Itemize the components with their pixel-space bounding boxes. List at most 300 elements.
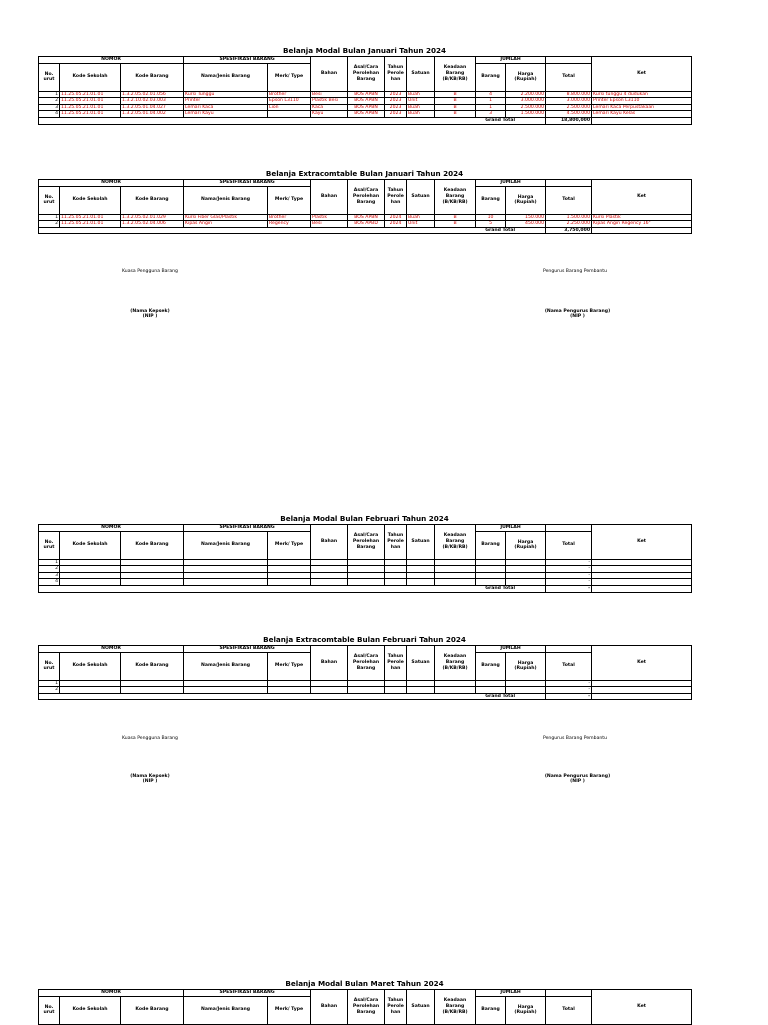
cell-no: 4 (39, 111, 60, 118)
cell-total: 8.800.000 (546, 91, 592, 98)
header-keadaan: Keadaan Barang (B/KB/RB) (435, 525, 476, 560)
grand-total-row (39, 585, 692, 592)
cell-satuan (407, 579, 435, 586)
cell-kode-sekolah: 11.25.05.21.01.01 (60, 214, 121, 221)
cell-no: 1 (39, 214, 60, 221)
cell-merk (268, 566, 311, 573)
cell-tahun: 2023 (385, 104, 407, 111)
cell-merk: Brother (268, 91, 311, 98)
header-total: Total (546, 652, 592, 680)
cell-tahun (385, 572, 407, 579)
header-asal: Asal/Cara Perolehan Barang (348, 57, 385, 92)
cell-nama (184, 579, 268, 586)
cell-keadaan (435, 579, 476, 586)
cell-satuan: Buah (407, 214, 435, 221)
signature-right-feb (520, 736, 630, 741)
grand-total-label: Grand Total (39, 693, 546, 700)
signature-right-nip: (NIP ) (570, 314, 585, 319)
cell-no: 3 (39, 572, 60, 579)
cell-asal: BOS APBN (348, 91, 385, 98)
cell-barang: 3 (476, 111, 506, 118)
header-nomor: NOMOR (39, 57, 184, 64)
cell-kode-sekolah (60, 559, 121, 566)
cell-asal (348, 687, 385, 694)
cell-kode-barang: 1.3.2.05.02.04.006 (121, 221, 184, 228)
cell-tahun (385, 566, 407, 573)
cell-kode-sekolah: 11.25.05.21.01.01 (60, 91, 121, 98)
table-section-5 (38, 979, 691, 1025)
header-barang: Barang (476, 63, 506, 91)
cell-nama: Kipas Angin (184, 221, 268, 228)
header-harga: Harga (Rupiah) (506, 63, 546, 91)
table-row (39, 566, 692, 573)
signature-left-feb (100, 736, 200, 741)
header-merk: Merk/ Type (268, 652, 311, 680)
cell-ket: Kursi Plastik (592, 214, 692, 221)
cell-merk (268, 579, 311, 586)
cell-barang: 4 (476, 91, 506, 98)
signature-right-name: (Nama Pengurus Barang) (544, 774, 611, 779)
header-tahun: Tahun Perole han (385, 525, 407, 560)
signature-left-nip: (NIP ) (142, 314, 158, 319)
header-harga: Harga (Rupiah) (506, 186, 546, 214)
cell-satuan: Buah (407, 111, 435, 118)
cell-no: 2 (39, 566, 60, 573)
header-ket: Ket (592, 180, 692, 215)
header-bahan: Bahan (311, 990, 348, 1025)
cell-keadaan (435, 572, 476, 579)
cell-total: - (546, 680, 592, 687)
cell-asal: BOS APBN (348, 104, 385, 111)
cell-ket (592, 579, 692, 586)
cell-ket (592, 566, 692, 573)
cell-tahun (385, 687, 407, 694)
cell-barang (476, 572, 506, 579)
cell-ket: Printer Epson L3110 (592, 98, 692, 105)
header-blank (546, 180, 592, 187)
cell-keadaan (435, 680, 476, 687)
signature-left-role: Kuasa Pengguna Barang (122, 269, 178, 274)
cell-barang: 5 (476, 221, 506, 228)
grand-total-value: - (546, 585, 592, 592)
header-harga: Harga (Rupiah) (506, 531, 546, 559)
table-row (39, 221, 692, 228)
table-row (39, 91, 692, 98)
header-total: Total (546, 531, 592, 559)
cell-satuan: Unit (407, 98, 435, 105)
cell-total: - (546, 572, 592, 579)
header-row-group (39, 646, 692, 653)
signature-left-name-block-feb (100, 774, 200, 784)
grand-total-row (39, 693, 692, 700)
cell-kode-barang: 1.3.2.05.02.01.029 (121, 214, 184, 221)
cell-nama: Printer (184, 98, 268, 105)
inventory-table (38, 524, 692, 593)
cell-ket (592, 687, 692, 694)
header-jumlah: JUMLAH (476, 180, 546, 187)
cell-asal (348, 579, 385, 586)
cell-bahan: Besi (311, 221, 348, 228)
grand-total-label: Grand Total (39, 585, 546, 592)
inventory-table (38, 989, 692, 1025)
cell-total: 1.500.000 (546, 214, 592, 221)
header-spesifikasi: SPESIFIKASI BARANG (184, 990, 311, 997)
cell-satuan (407, 687, 435, 694)
table-row (39, 98, 692, 105)
header-blank (546, 646, 592, 653)
header-merk: Merk/ Type (268, 996, 311, 1024)
header-kode-barang: Kode Barang (121, 63, 184, 91)
cell-bahan: Plastik Besi (311, 98, 348, 105)
header-no-urut: No. urut (39, 186, 60, 214)
header-nomor: NOMOR (39, 990, 184, 997)
cell-no: 1 (39, 91, 60, 98)
header-kode-sekolah: Kode Sekolah (60, 63, 121, 91)
signature-right-role: Pengurus Barang Pembantu (542, 269, 608, 274)
cell-kode-barang (121, 687, 184, 694)
cell-harga (506, 680, 546, 687)
cell-barang: 10 (476, 214, 506, 221)
inventory-table (38, 645, 692, 700)
cell-ket: Kursi tunggu 4 dudukan (592, 91, 692, 98)
header-row-group (39, 990, 692, 997)
cell-ket (592, 680, 692, 687)
cell-keadaan: B (435, 111, 476, 118)
cell-tahun: 2023 (385, 98, 407, 105)
cell-kode-sekolah (60, 680, 121, 687)
signature-right-name: (Nama Pengurus Barang) (544, 309, 611, 314)
header-total: Total (546, 996, 592, 1024)
header-satuan: Satuan (407, 180, 435, 215)
cell-no: 3 (39, 104, 60, 111)
grand-total-ket (592, 227, 692, 234)
signature-left-nip: (NIP ) (142, 779, 158, 784)
cell-harga: 2.200.000 (506, 91, 546, 98)
cell-no: 2 (39, 687, 60, 694)
cell-harga (506, 579, 546, 586)
cell-total: - (546, 566, 592, 573)
header-bahan: Bahan (311, 57, 348, 92)
cell-satuan (407, 572, 435, 579)
header-satuan: Satuan (407, 525, 435, 560)
cell-merk (268, 559, 311, 566)
cell-satuan: Buah (407, 104, 435, 111)
grand-total-value: 18,800,000 (546, 117, 592, 124)
header-asal: Asal/Cara Perolehan Barang (348, 525, 385, 560)
header-harga: Harga (Rupiah) (506, 996, 546, 1024)
cell-total: - (546, 687, 592, 694)
cell-keadaan: B (435, 91, 476, 98)
header-nama-barang: Nama/Jenis Barang (184, 63, 268, 91)
signature-right (520, 269, 630, 274)
header-keadaan: Keadaan Barang (B/KB/RB) (435, 990, 476, 1025)
table-row (39, 559, 692, 566)
header-nama-barang: Nama/Jenis Barang (184, 531, 268, 559)
header-jumlah: JUMLAH (476, 990, 546, 997)
header-barang: Barang (476, 531, 506, 559)
header-asal: Asal/Cara Perolehan Barang (348, 180, 385, 215)
cell-no: 2 (39, 98, 60, 105)
cell-merk (268, 680, 311, 687)
grand-total-label: Grand Total (39, 227, 546, 234)
cell-bahan (311, 572, 348, 579)
table-row (39, 680, 692, 687)
cell-tahun: 2023 (385, 91, 407, 98)
cell-merk (268, 572, 311, 579)
header-no-urut: No. urut (39, 652, 60, 680)
cell-harga: 450.000 (506, 221, 546, 228)
cell-total: 4.500.000 (546, 111, 592, 118)
cell-merk: Lion (268, 104, 311, 111)
header-merk: Merk/ Type (268, 186, 311, 214)
cell-harga: 150.000 (506, 214, 546, 221)
cell-keadaan (435, 559, 476, 566)
header-tahun: Tahun Perole han (385, 646, 407, 681)
cell-bahan (311, 566, 348, 573)
cell-bahan: Kayu (311, 111, 348, 118)
header-no-urut: No. urut (39, 996, 60, 1024)
cell-kode-barang (121, 680, 184, 687)
cell-asal: BOS APBN (348, 214, 385, 221)
table-section-4 (38, 635, 691, 700)
cell-keadaan: B (435, 104, 476, 111)
table-title: Belanja Extracomtable Bulan Februari Tahun 2024 (263, 635, 466, 644)
inventory-table (38, 56, 692, 125)
cell-barang (476, 687, 506, 694)
header-blank (546, 990, 592, 997)
cell-kode-sekolah (60, 572, 121, 579)
cell-tahun (385, 680, 407, 687)
cell-total: 2.250.000 (546, 221, 592, 228)
cell-total: 2.500.000 (546, 104, 592, 111)
header-jumlah: JUMLAH (476, 646, 546, 653)
cell-harga: 2.500.000 (506, 104, 546, 111)
table-row (39, 111, 692, 118)
cell-total: - (546, 559, 592, 566)
grand-total-label: Grand Total (39, 117, 546, 124)
cell-nama (184, 680, 268, 687)
cell-harga: 1.500.000 (506, 111, 546, 118)
header-tahun: Tahun Perole han (385, 57, 407, 92)
cell-asal (348, 680, 385, 687)
cell-kode-sekolah: 11.25.05.21.01.01 (60, 98, 121, 105)
cell-merk: Brother (268, 214, 311, 221)
cell-total: - (546, 579, 592, 586)
header-no-urut: No. urut (39, 531, 60, 559)
signature-right-role: Pengurus Barang Pembantu (542, 736, 608, 741)
cell-merk (268, 111, 311, 118)
signature-right-name-block-feb (520, 774, 635, 784)
header-row-group (39, 180, 692, 187)
header-barang: Barang (476, 652, 506, 680)
cell-tahun (385, 579, 407, 586)
cell-keadaan (435, 566, 476, 573)
header-kode-barang: Kode Barang (121, 531, 184, 559)
header-barang: Barang (476, 996, 506, 1024)
header-row-group (39, 57, 692, 64)
header-blank (546, 525, 592, 532)
table-row (39, 104, 692, 111)
header-ket: Ket (592, 525, 692, 560)
cell-barang (476, 680, 506, 687)
header-kode-barang: Kode Barang (121, 186, 184, 214)
cell-no: 2 (39, 221, 60, 228)
cell-nama: Lemari Kaca (184, 104, 268, 111)
cell-no: 1 (39, 559, 60, 566)
cell-kode-sekolah (60, 579, 121, 586)
header-nama-barang: Nama/Jenis Barang (184, 652, 268, 680)
cell-ket (592, 559, 692, 566)
signature-right-nip: (NIP ) (570, 779, 585, 784)
cell-asal (348, 566, 385, 573)
header-ket: Ket (592, 57, 692, 92)
header-satuan: Satuan (407, 990, 435, 1025)
cell-tahun (385, 559, 407, 566)
header-spesifikasi: SPESIFIKASI BARANG (184, 525, 311, 532)
cell-satuan (407, 680, 435, 687)
cell-kode-barang (121, 566, 184, 573)
table-section-1 (38, 46, 691, 125)
signature-left-name: (Nama Kepsek) (130, 774, 170, 779)
header-bahan: Bahan (311, 180, 348, 215)
header-ket: Ket (592, 990, 692, 1025)
cell-nama (184, 566, 268, 573)
signature-right-name-block (520, 309, 635, 319)
cell-satuan: Unit (407, 221, 435, 228)
cell-asal: BOS APBD (348, 221, 385, 228)
cell-bahan: Kaca (311, 104, 348, 111)
header-nomor: NOMOR (39, 180, 184, 187)
header-bahan: Bahan (311, 646, 348, 681)
cell-nama: Kursi Fiber Glas/Plastik (184, 214, 268, 221)
cell-kode-sekolah: 11.25.05.21.01.01 (60, 111, 121, 118)
cell-asal (348, 559, 385, 566)
grand-total-ket (592, 117, 692, 124)
header-satuan: Satuan (407, 57, 435, 92)
cell-keadaan: B (435, 221, 476, 228)
grand-total-ket (592, 585, 692, 592)
header-kode-barang: Kode Barang (121, 652, 184, 680)
header-kode-sekolah: Kode Sekolah (60, 996, 121, 1024)
cell-no: 1 (39, 680, 60, 687)
cell-nama: Kursi Tunggu (184, 91, 268, 98)
cell-kode-sekolah: 11.25.05.21.01.01 (60, 104, 121, 111)
cell-tahun: 2023 (385, 111, 407, 118)
cell-kode-barang: 1.3.2.10.02.03.003 (121, 98, 184, 105)
cell-satuan (407, 566, 435, 573)
header-kode-sekolah: Kode Sekolah (60, 652, 121, 680)
signature-left-name: (Nama Kepsek) (130, 309, 170, 314)
header-nomor: NOMOR (39, 646, 184, 653)
cell-bahan (311, 680, 348, 687)
signature-left-role: Kuasa Pengguna Barang (122, 736, 178, 741)
cell-bahan: Besi (311, 91, 348, 98)
cell-barang: 1 (476, 98, 506, 105)
cell-kode-sekolah: 11.25.05.21.01.01 (60, 221, 121, 228)
header-asal: Asal/Cara Perolehan Barang (348, 646, 385, 681)
cell-barang (476, 559, 506, 566)
header-total: Total (546, 63, 592, 91)
header-barang: Barang (476, 186, 506, 214)
header-harga: Harga (Rupiah) (506, 652, 546, 680)
header-kode-barang: Kode Barang (121, 996, 184, 1024)
header-nomor: NOMOR (39, 525, 184, 532)
cell-barang (476, 579, 506, 586)
header-merk: Merk/ Type (268, 531, 311, 559)
header-tahun: Tahun Perole han (385, 180, 407, 215)
cell-nama (184, 687, 268, 694)
cell-asal: BOS APBN (348, 111, 385, 118)
table-row (39, 214, 692, 221)
cell-bahan: Plastik (311, 214, 348, 221)
cell-keadaan: B (435, 214, 476, 221)
cell-bahan (311, 579, 348, 586)
header-ket: Ket (592, 646, 692, 681)
cell-total: 3.000.000 (546, 98, 592, 105)
cell-tahun: 2024 (385, 214, 407, 221)
header-row-group (39, 525, 692, 532)
table-title: Belanja Modal Bulan Februari Tahun 2024 (280, 514, 449, 523)
cell-nama (184, 559, 268, 566)
cell-asal: BOS APBN (348, 98, 385, 105)
cell-satuan: Buah (407, 91, 435, 98)
cell-barang: 1 (476, 104, 506, 111)
cell-kode-barang: 1.3.2.05.01.04.002 (121, 111, 184, 118)
grand-total-row (39, 117, 692, 124)
cell-merk: Epson L3110 (268, 98, 311, 105)
header-nama-barang: Nama/Jenis Barang (184, 186, 268, 214)
header-keadaan: Keadaan Barang (B/KB/RB) (435, 646, 476, 681)
cell-nama: Lemari Kayu (184, 111, 268, 118)
cell-ket (592, 572, 692, 579)
cell-kode-sekolah (60, 566, 121, 573)
cell-tahun: 2024 (385, 221, 407, 228)
grand-total-value: 3,750,000 (546, 227, 592, 234)
table-title: Belanja Extracomtable Bulan Januari Tahun 2024 (265, 169, 464, 178)
cell-harga (506, 572, 546, 579)
header-tahun: Tahun Perole han (385, 990, 407, 1025)
header-spesifikasi: SPESIFIKASI BARANG (184, 57, 311, 64)
cell-merk: Regency (268, 221, 311, 228)
header-keadaan: Keadaan Barang (B/KB/RB) (435, 57, 476, 92)
header-no-urut: No. urut (39, 63, 60, 91)
header-satuan: Satuan (407, 646, 435, 681)
header-jumlah: JUMLAH (476, 57, 546, 64)
header-spesifikasi: SPESIFIKASI BARANG (184, 646, 311, 653)
table-title: Belanja Modal Bulan Januari Tahun 2024 (283, 46, 446, 55)
header-total: Total (546, 186, 592, 214)
header-keadaan: Keadaan Barang (B/KB/RB) (435, 180, 476, 215)
cell-harga: 3.000.000 (506, 98, 546, 105)
cell-keadaan: B (435, 98, 476, 105)
table-row (39, 687, 692, 694)
cell-asal (348, 572, 385, 579)
cell-ket: Kipas Angin Regency 16" (592, 221, 692, 228)
cell-bahan (311, 559, 348, 566)
cell-kode-barang (121, 572, 184, 579)
header-spesifikasi: SPESIFIKASI BARANG (184, 180, 311, 187)
cell-nama (184, 572, 268, 579)
cell-keadaan (435, 687, 476, 694)
grand-total-ket (592, 693, 692, 700)
grand-total-value: - (546, 693, 592, 700)
cell-no: 4 (39, 579, 60, 586)
cell-barang (476, 566, 506, 573)
header-merk: Merk/ Type (268, 63, 311, 91)
table-section-3 (38, 514, 691, 593)
header-nama-barang: Nama/Jenis Barang (184, 996, 268, 1024)
table-row (39, 579, 692, 586)
